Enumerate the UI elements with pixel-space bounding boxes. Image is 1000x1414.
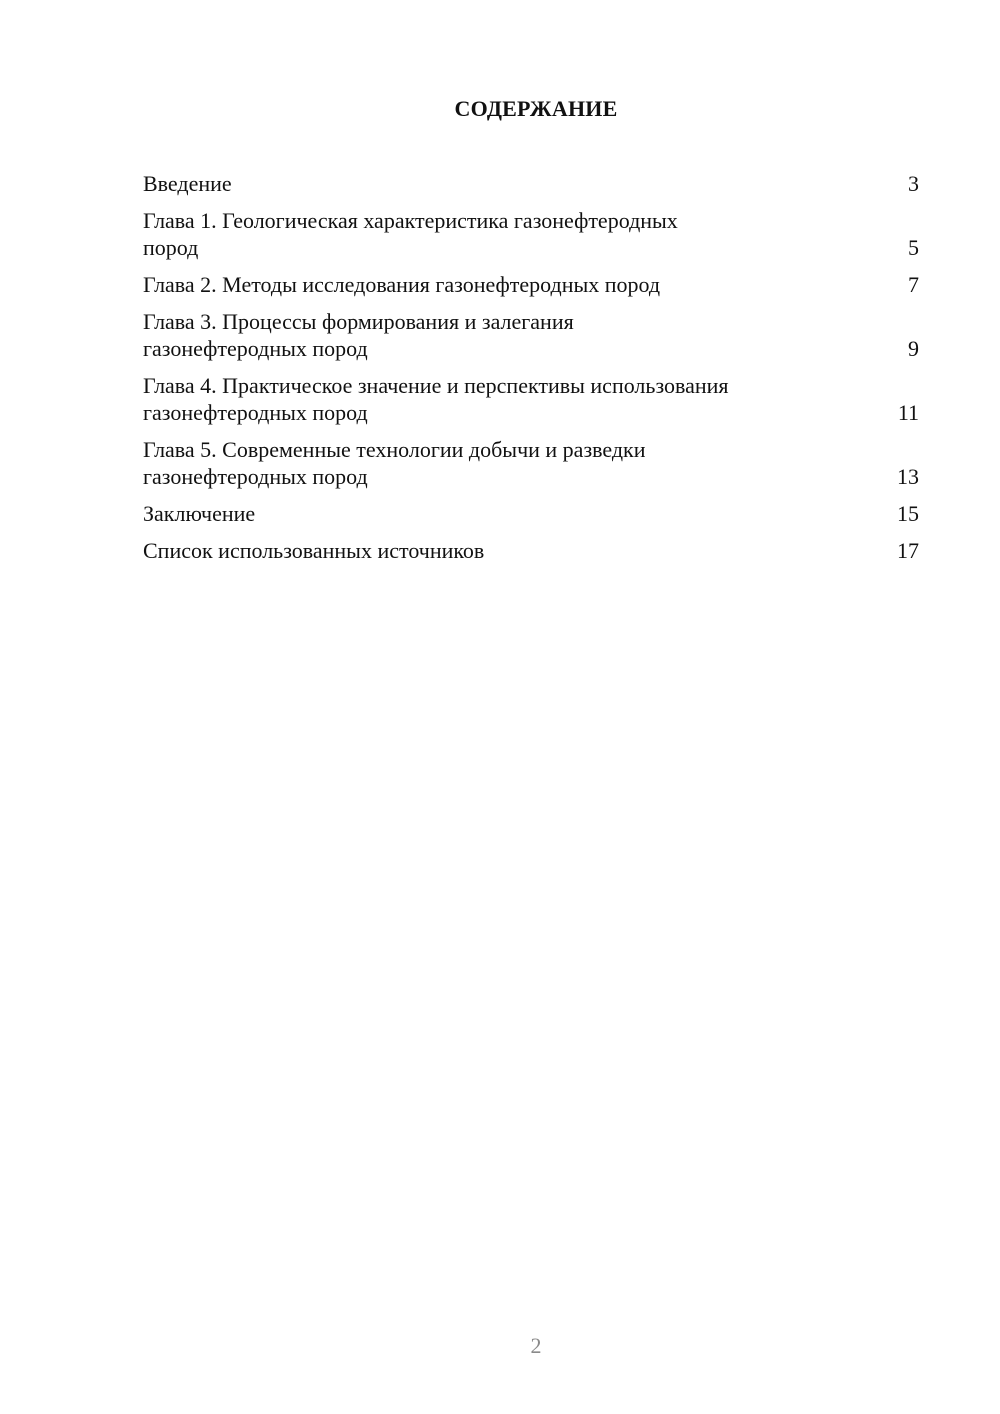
toc-entry-text: газонефтеродных пород	[143, 336, 368, 361]
toc-entry-label	[143, 436, 889, 490]
toc-entry-page: 5	[908, 235, 919, 260]
toc-entry-label	[143, 271, 889, 298]
toc-entry-text: Глава 3. Процессы формирования и залегания	[143, 309, 574, 334]
toc-entry-text: Глава 5. Современные технологии добычи и разведки	[143, 437, 646, 462]
toc-entry-page: 3	[908, 171, 919, 196]
toc-entry-text: Введение	[143, 171, 232, 196]
toc-entry-label	[143, 308, 889, 362]
toc-entry-label	[143, 500, 889, 527]
toc-entry-page: 9	[908, 336, 919, 361]
toc-entry-page: 17	[897, 538, 919, 563]
toc-entry-label	[143, 170, 889, 197]
toc-entry-text: Глава 1. Геологическая характеристика газонефтеродных	[143, 208, 678, 233]
toc-entry-label	[143, 537, 889, 564]
toc-title: СОДЕРЖАНИЕ	[454, 96, 618, 121]
toc-entry-text: Список использованных источников	[143, 538, 485, 563]
toc-entry-chapter-1	[143, 207, 919, 261]
toc-entry-text: Глава 2. Методы исследования газонефтеродных пород	[143, 272, 661, 297]
toc-entry-text: газонефтеродных пород	[143, 400, 368, 425]
toc-entry-page: 13	[897, 464, 919, 489]
toc-entry-page: 11	[897, 400, 919, 425]
toc-entry-page: 15	[897, 501, 919, 526]
toc-entry-chapter-3	[143, 308, 919, 362]
toc-entry-label	[143, 372, 889, 426]
toc-entry-text: пород	[143, 235, 199, 260]
toc-entry-label	[143, 207, 889, 261]
toc-entry-text: Заключение	[143, 501, 256, 526]
toc-entry-page: 7	[908, 272, 919, 297]
page-number: 2	[530, 1333, 542, 1358]
toc-entry-chapter-2	[143, 271, 919, 298]
table-of-contents	[143, 170, 919, 574]
toc-entry-references	[143, 537, 919, 564]
toc-entry-introduction	[143, 170, 919, 197]
toc-entry-chapter-4	[143, 372, 919, 426]
toc-entry-text: Глава 4. Практическое значение и перспективы использования	[143, 373, 729, 398]
toc-entry-conclusion	[143, 500, 919, 527]
toc-entry-text: газонефтеродных пород	[143, 464, 368, 489]
toc-entry-chapter-5	[143, 436, 919, 490]
